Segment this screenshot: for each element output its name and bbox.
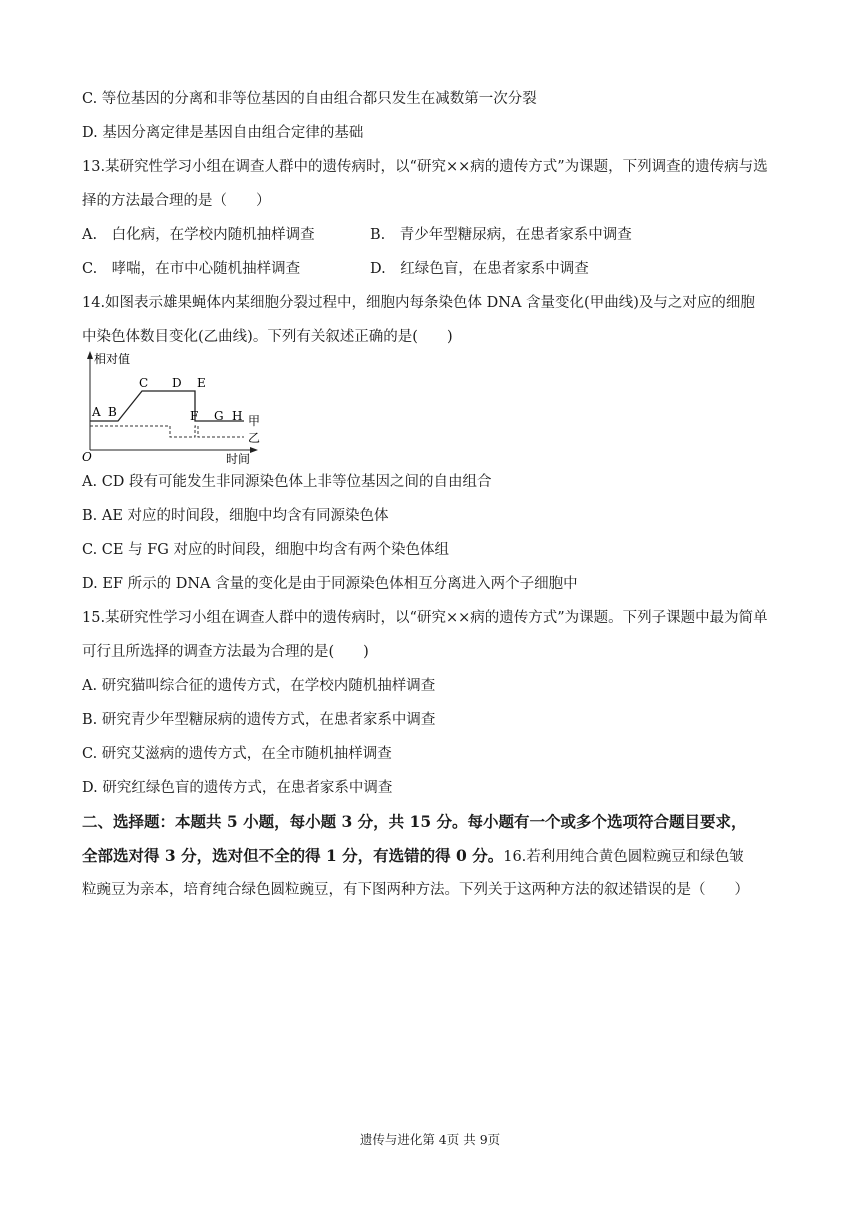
point-h-label: H	[232, 409, 243, 423]
x-axis-label: 时间	[226, 452, 251, 466]
page-footer: 遗传与进化第 4页 共 9页	[359, 1132, 501, 1147]
section2-heading-line2: 全部选对得 3 分，选对但不全的得 1 分，有选错的得 0 分。	[82, 846, 504, 865]
y-axis-label: 相对值	[94, 352, 131, 366]
point-c-label: C	[139, 376, 149, 390]
q13-option-d: D. 红绿色盲，在患者家系中调查	[370, 261, 589, 277]
q14-option-d: D. EF 所示的 DNA 含量的变化是由于同源染色体相互分离进入两个子细胞中	[82, 576, 578, 592]
curve-jia-label: 甲	[248, 414, 261, 428]
point-e-label: E	[197, 376, 206, 390]
q15-stem-line2: 可行且所选择的调查方法最为合理的是( )	[82, 644, 369, 660]
q13-option-c: C. 哮喘，在市中心随机抽样调查	[82, 261, 301, 277]
q14-option-b: B. AE 对应的时间段，细胞中均含有同源染色体	[82, 508, 389, 524]
y-axis-arrow	[87, 351, 93, 359]
q15-option-d: D. 研究红绿色盲的遗传方式，在患者家系中调查	[82, 780, 393, 796]
point-a-label: A	[92, 405, 101, 419]
curve-yi-label: 乙	[248, 431, 261, 445]
curve-yi	[90, 426, 244, 437]
point-g-label: G	[214, 409, 224, 423]
q16-stem-start: 16.若利用纯合黄色圆粒豌豆和绿色皱	[503, 849, 744, 865]
q13-stem-line1: 13.某研究性学习小组在调查人群中的遗传病时，以“研究××病的遗传方式”为课题，下列调查的遗传病与选	[82, 159, 768, 175]
point-d-label: D	[172, 376, 182, 390]
q15-stem-line1: 15.某研究性学习小组在调查人群中的遗传病时，以“研究××病的遗传方式”为课题。下列子课题中最为简单	[82, 610, 768, 626]
point-b-label: B	[108, 405, 117, 419]
point-f-label: F	[190, 409, 199, 423]
q12-option-c: C. 等位基因的分离和非等位基因的自由组合都只发生在减数第一次分裂	[82, 91, 537, 107]
origin-label: O	[82, 450, 92, 464]
q14-stem-line1: 14.如图表示雄果蝇体内某细胞分裂过程中，细胞内每条染色体 DNA 含量变化(甲曲线)及与之对应的细胞	[82, 295, 755, 311]
q13-option-b: B. 青少年型糖尿病，在患者家系中调查	[370, 227, 632, 243]
q14-figure	[80, 350, 280, 466]
q13-stem-line2: 择的方法最合理的是（ ）	[82, 193, 271, 209]
q13-option-a: A. 白化病，在学校内随机抽样调查	[82, 227, 315, 243]
q12-option-d: D. 基因分离定律是基因自由组合定律的基础	[82, 125, 364, 141]
q15-option-c: C. 研究艾滋病的遗传方式，在全市随机抽样调查	[82, 746, 392, 762]
section2-line2	[82, 846, 744, 867]
section2-heading-line1: 二、选择题：本题共 5 小题，每小题 3 分，共 15 分。每小题有一个或多个选项符合题目要求，	[82, 812, 747, 831]
q15-option-b: B. 研究青少年型糖尿病的遗传方式，在患者家系中调查	[82, 712, 436, 728]
q15-option-a: A. 研究猫叫综合征的遗传方式，在学校内随机抽样调查	[82, 678, 436, 694]
x-axis-arrow	[250, 447, 258, 453]
q16-stem-line2: 粒豌豆为亲本，培育纯合绿色圆粒豌豆，有下图两种方法。下列关于这两种方法的叙述错误的是（ ）	[82, 882, 749, 898]
q14-option-a: A. CD 段有可能发生非同源染色体上非等位基因之间的自由组合	[82, 474, 492, 490]
q14-option-c: C. CE 与 FG 对应的时间段，细胞中均含有两个染色体组	[82, 542, 449, 558]
q14-stem-line2: 中染色体数目变化(乙曲线)。下列有关叙述正确的是( )	[82, 329, 453, 345]
